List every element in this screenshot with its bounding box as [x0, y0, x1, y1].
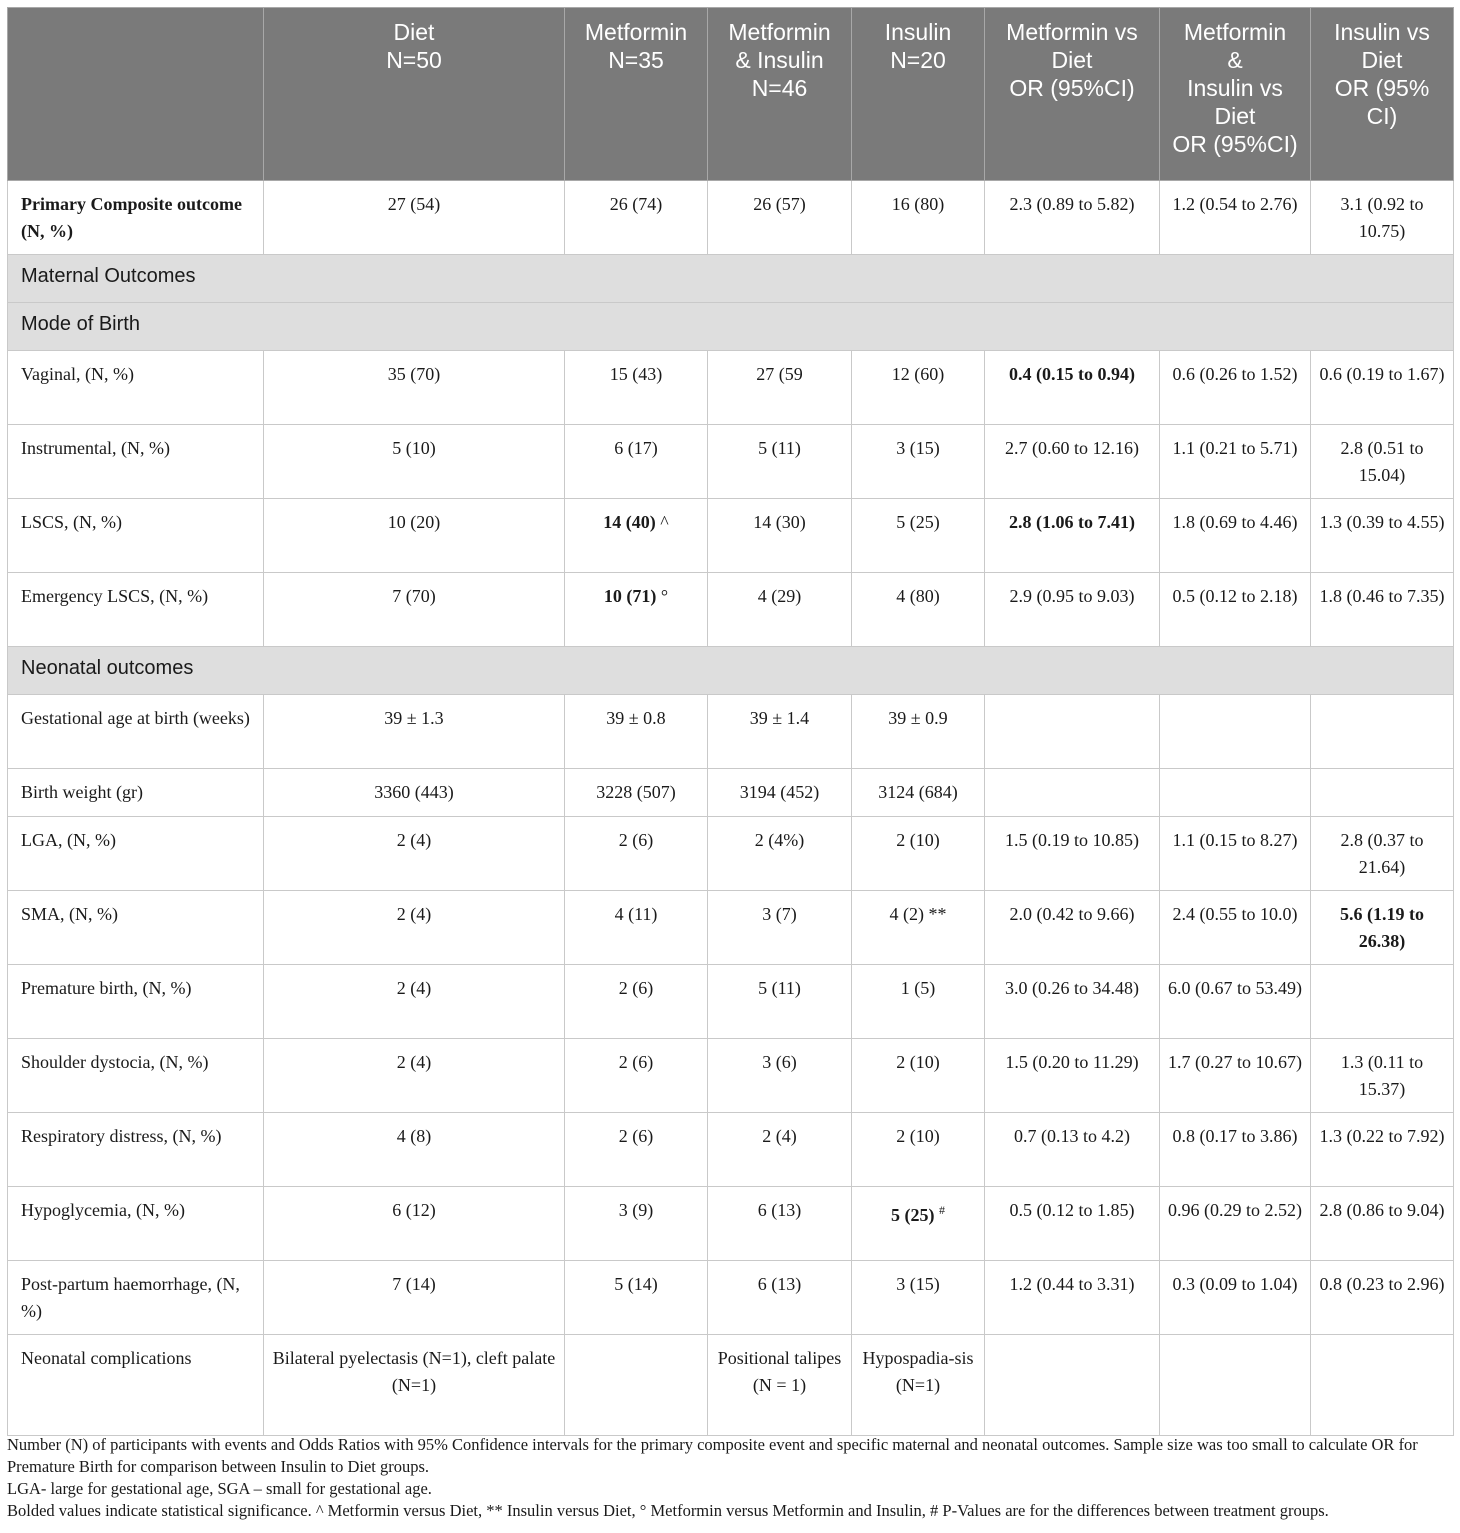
table-cell: 0.8 (0.23 to 2.96) [1311, 1261, 1454, 1335]
cell-value: 5 (25) [891, 1205, 935, 1225]
section-row [8, 255, 1454, 303]
table-cell: 2.8 (1.06 to 7.41) [985, 499, 1160, 573]
table-cell [565, 573, 708, 647]
table-cell: 2 (4) [264, 891, 565, 965]
table-cell: 5 (14) [565, 1261, 708, 1335]
table-cell [985, 695, 1160, 769]
table-cell: Bilateral pyelectasis (N=1), cleft palate (N=1) [264, 1335, 565, 1436]
table-cell: 5 (25) [852, 499, 985, 573]
table-cell [852, 1187, 985, 1261]
row-label: Shoulder dystocia, (N, %) [8, 1039, 264, 1113]
table-cell: 2.7 (0.60 to 12.16) [985, 425, 1160, 499]
table-cell: 3 (6) [708, 1039, 852, 1113]
table-cell: 26 (74) [565, 181, 708, 255]
header-cell-metformin: Metformin N=35 [565, 8, 708, 181]
table-cell: 6.0 (0.67 to 53.49) [1160, 965, 1311, 1039]
table-row [8, 425, 1454, 499]
table-cell: 1.2 (0.54 to 2.76) [1160, 181, 1311, 255]
header-cell-insulin: Insulin N=20 [852, 8, 985, 181]
table-cell: Positional talipes (N = 1) [708, 1335, 852, 1436]
table-cell: 1.3 (0.11 to 15.37) [1311, 1039, 1454, 1113]
table-cell: 7 (70) [264, 573, 565, 647]
section-title: Neonatal outcomes [8, 647, 1454, 695]
table-cell: 27 (59 [708, 351, 852, 425]
section-title: Mode of Birth [8, 303, 1454, 351]
table-cell: 1.8 (0.69 to 4.46) [1160, 499, 1311, 573]
header-cell-metformin-vs-diet: Metformin vs Diet OR (95%CI) [985, 8, 1160, 181]
table-body [8, 181, 1454, 1436]
row-label: Premature birth, (N, %) [8, 965, 264, 1039]
table-cell: 0.8 (0.17 to 3.86) [1160, 1113, 1311, 1187]
table-cell: 39 ± 1.4 [708, 695, 852, 769]
table-row [8, 891, 1454, 965]
table-cell: 2 (6) [565, 1039, 708, 1113]
table-cell: 3360 (443) [264, 769, 565, 817]
row-label: Primary Composite outcome (N, %) [8, 181, 264, 255]
table-cell: 2 (4) [708, 1113, 852, 1187]
header-cell-label [8, 8, 264, 181]
footnote-2: LGA- large for gestational age, SGA – small for gestational age. [7, 1479, 432, 1498]
table-row [8, 181, 1454, 255]
table-cell: 5 (11) [708, 425, 852, 499]
table-cell: 3 (15) [852, 1261, 985, 1335]
header-cell-metformin-insulin-vs-diet: Metformin & Insulin vs Diet OR (95%CI) [1160, 8, 1311, 181]
table-cell: 1.3 (0.39 to 4.55) [1311, 499, 1454, 573]
row-label: Birth weight (gr) [8, 769, 264, 817]
section-title: Maternal Outcomes [8, 255, 1454, 303]
table-cell: 2.3 (0.89 to 5.82) [985, 181, 1160, 255]
table-row [8, 965, 1454, 1039]
row-label: Emergency LSCS, (N, %) [8, 573, 264, 647]
row-label: Vaginal, (N, %) [8, 351, 264, 425]
table-cell: 2.8 (0.51 to 15.04) [1311, 425, 1454, 499]
table-cell: 3228 (507) [565, 769, 708, 817]
table-cell: 2.4 (0.55 to 10.0) [1160, 891, 1311, 965]
table-cell: 1.5 (0.19 to 10.85) [985, 817, 1160, 891]
table-cell: 0.6 (0.19 to 1.67) [1311, 351, 1454, 425]
table-cell: 6 (13) [708, 1187, 852, 1261]
table-cell: 16 (80) [852, 181, 985, 255]
table-cell [985, 769, 1160, 817]
table-cell [1160, 769, 1311, 817]
table-cell: 4 (8) [264, 1113, 565, 1187]
table-cell: 2 (6) [565, 817, 708, 891]
table-cell: 0.5 (0.12 to 2.18) [1160, 573, 1311, 647]
header-cell-insulin-vs-diet: Insulin vs Diet OR (95% CI) [1311, 8, 1454, 181]
table-cell: 4 (80) [852, 573, 985, 647]
table-cell: 5 (11) [708, 965, 852, 1039]
table-cell: 0.96 (0.29 to 2.52) [1160, 1187, 1311, 1261]
table-row [8, 351, 1454, 425]
table-cell: 35 (70) [264, 351, 565, 425]
table-cell: 10 (20) [264, 499, 565, 573]
table-cell [1160, 695, 1311, 769]
table-cell: 0.6 (0.26 to 1.52) [1160, 351, 1311, 425]
row-label: LSCS, (N, %) [8, 499, 264, 573]
table-cell: 6 (13) [708, 1261, 852, 1335]
table-cell: 1.3 (0.22 to 7.92) [1311, 1113, 1454, 1187]
table-cell: 2 (4) [264, 965, 565, 1039]
table-row [8, 817, 1454, 891]
table-cell: 15 (43) [565, 351, 708, 425]
row-label: LGA, (N, %) [8, 817, 264, 891]
table-row [8, 695, 1454, 769]
table-cell: 3194 (452) [708, 769, 852, 817]
significance-marker: ^ [660, 512, 669, 532]
row-label: Instrumental, (N, %) [8, 425, 264, 499]
header-cell-diet: Diet N=50 [264, 8, 565, 181]
table-row [8, 1187, 1454, 1261]
table-cell: 2 (10) [852, 1039, 985, 1113]
table-cell: 14 (30) [708, 499, 852, 573]
table-cell: 2 (10) [852, 1113, 985, 1187]
significance-marker: # [939, 1203, 945, 1217]
table-cell: 2.8 (0.37 to 21.64) [1311, 817, 1454, 891]
table-row [8, 573, 1454, 647]
table-cell: 0.7 (0.13 to 4.2) [985, 1113, 1160, 1187]
section-row [8, 647, 1454, 695]
table-cell: 39 ± 0.9 [852, 695, 985, 769]
table-cell: 2 (4%) [708, 817, 852, 891]
table-cell [852, 891, 985, 965]
table-cell: 12 (60) [852, 351, 985, 425]
header-row [8, 8, 1454, 181]
significance-marker: ° [660, 586, 669, 606]
table-cell: 2 (6) [565, 1113, 708, 1187]
table-cell: 5 (10) [264, 425, 565, 499]
table-cell [1311, 769, 1454, 817]
table-cell: 1.8 (0.46 to 7.35) [1311, 573, 1454, 647]
table-cell: 2 (10) [852, 817, 985, 891]
table-cell: 4 (11) [565, 891, 708, 965]
cell-value: 10 (71) [603, 586, 657, 606]
table-cell [565, 499, 708, 573]
table-cell: 3 (7) [708, 891, 852, 965]
table-cell: 4 (29) [708, 573, 852, 647]
table-cell: 2.0 (0.42 to 9.66) [985, 891, 1160, 965]
table-cell: 39 ± 0.8 [565, 695, 708, 769]
table-cell: 1.7 (0.27 to 10.67) [1160, 1039, 1311, 1113]
table-cell: 2 (4) [264, 817, 565, 891]
cell-value: 14 (40) [603, 512, 656, 532]
table-row [8, 1261, 1454, 1335]
significance-marker: ** [928, 904, 947, 924]
table-cell: 0.5 (0.12 to 1.85) [985, 1187, 1160, 1261]
table-cell: 39 ± 1.3 [264, 695, 565, 769]
table-row [8, 769, 1454, 817]
row-label: Hypoglycemia, (N, %) [8, 1187, 264, 1261]
table-cell: 2 (4) [264, 1039, 565, 1113]
table-cell: 1.2 (0.44 to 3.31) [985, 1261, 1160, 1335]
table-cell: 2.9 (0.95 to 9.03) [985, 573, 1160, 647]
row-label: SMA, (N, %) [8, 891, 264, 965]
table-row [8, 1335, 1454, 1436]
table-cell: 3 (15) [852, 425, 985, 499]
table-cell: Hypospadia-sis (N=1) [852, 1335, 985, 1436]
table-cell: 0.3 (0.09 to 1.04) [1160, 1261, 1311, 1335]
table-cell: 6 (12) [264, 1187, 565, 1261]
footnote-3: Bolded values indicate statistical significance. ^ Metformin versus Diet, ** Insulin versus Diet, ° Metformin versus Metformin and Insulin, # P-Values are for the differences between treatment groups. [7, 1501, 1329, 1520]
table-cell [1311, 965, 1454, 1039]
table-footnotes [7, 1434, 1457, 1522]
header-cell-metformin-insulin: Metformin & Insulin N=46 [708, 8, 852, 181]
table-cell: 2 (6) [565, 965, 708, 1039]
table-row [8, 499, 1454, 573]
table-row [8, 1039, 1454, 1113]
section-row [8, 303, 1454, 351]
footnote-1: Number (N) of participants with events and Odds Ratios with 95% Confidence intervals for the primary composite event and specific maternal and neonatal outcomes. Sample size was too small to calculate OR for Premature Birth for comparison between Insulin to Diet groups. [7, 1435, 1418, 1476]
table-cell: 7 (14) [264, 1261, 565, 1335]
table-cell [1160, 1335, 1311, 1436]
table-cell: 1.5 (0.20 to 11.29) [985, 1039, 1160, 1113]
table-cell: 1.1 (0.15 to 8.27) [1160, 817, 1311, 891]
row-label: Gestational age at birth (weeks) [8, 695, 264, 769]
table-cell: 27 (54) [264, 181, 565, 255]
table-cell: 1.1 (0.21 to 5.71) [1160, 425, 1311, 499]
table-row [8, 1113, 1454, 1187]
table-cell [1311, 1335, 1454, 1436]
table-cell: 1 (5) [852, 965, 985, 1039]
row-label: Respiratory distress, (N, %) [8, 1113, 264, 1187]
row-label: Post-partum haemorrhage, (N, %) [8, 1261, 264, 1335]
row-label: Neonatal complications [8, 1335, 264, 1436]
table-cell [985, 1335, 1160, 1436]
outcomes-table [7, 7, 1454, 1436]
table-cell [565, 1335, 708, 1436]
table-cell: 3 (9) [565, 1187, 708, 1261]
table-cell: 2.8 (0.86 to 9.04) [1311, 1187, 1454, 1261]
table-cell: 5.6 (1.19 to 26.38) [1311, 891, 1454, 965]
table-cell: 3.0 (0.26 to 34.48) [985, 965, 1160, 1039]
table-cell: 3124 (684) [852, 769, 985, 817]
table-cell: 6 (17) [565, 425, 708, 499]
table-cell: 0.4 (0.15 to 0.94) [985, 351, 1160, 425]
table-cell [1311, 695, 1454, 769]
cell-value: 4 (2) [889, 904, 924, 924]
table-cell: 26 (57) [708, 181, 852, 255]
table-cell: 3.1 (0.92 to 10.75) [1311, 181, 1454, 255]
